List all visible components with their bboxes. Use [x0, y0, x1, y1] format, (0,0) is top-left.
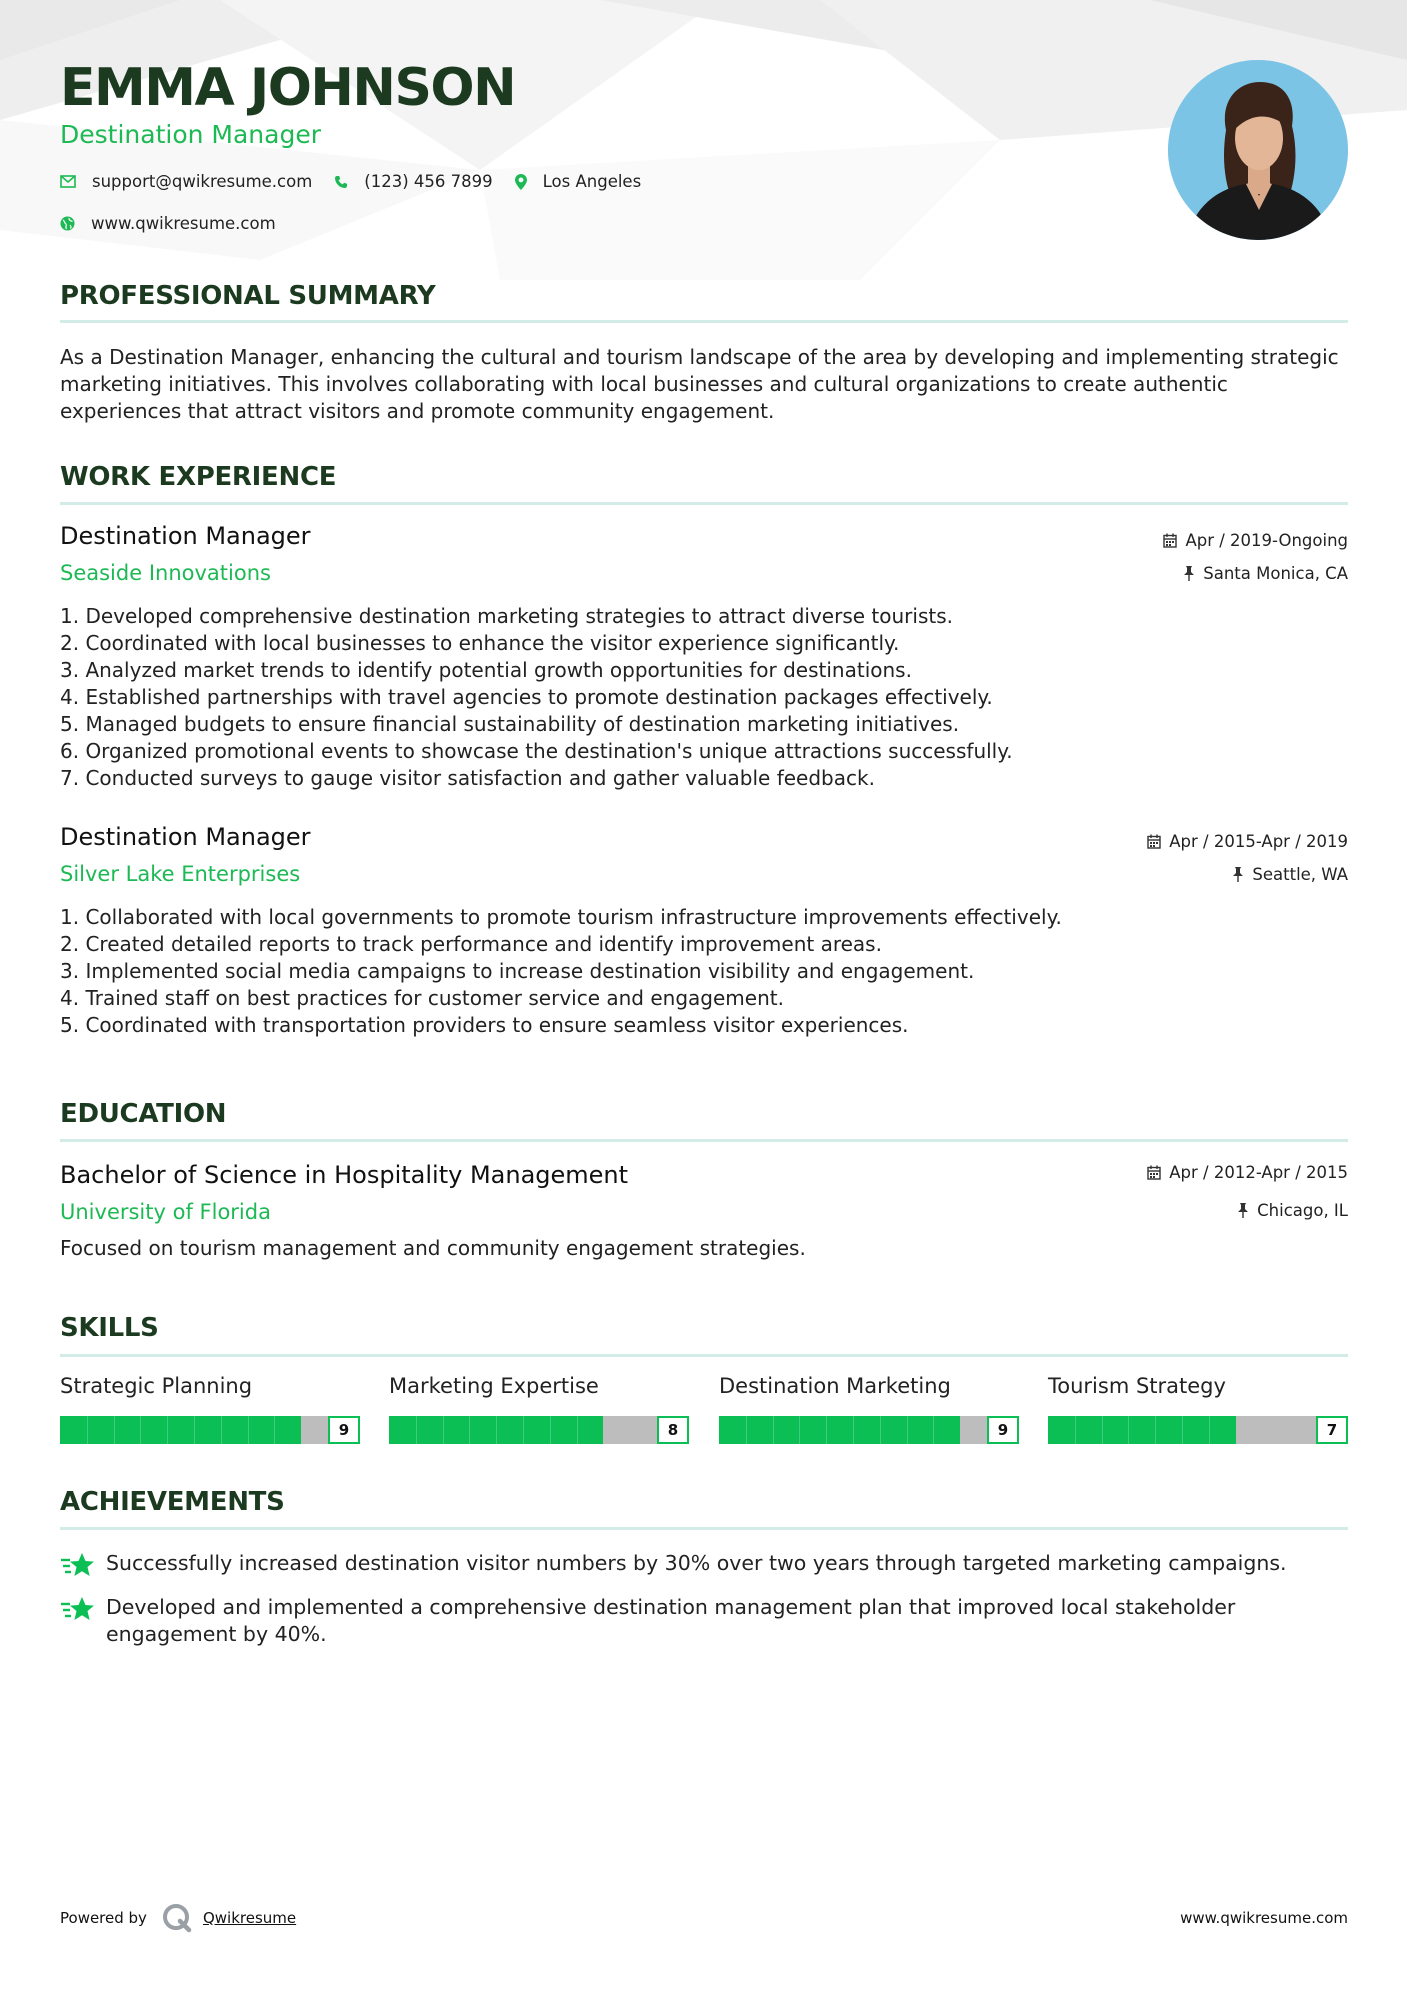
job-1-bullet-1: 1. Developed comprehensive destination marketing strategies to attract diverse tourists.: [60, 604, 953, 628]
skill-bar-segment: [1102, 1416, 1103, 1444]
achievement-2: [60, 1594, 1348, 1648]
star-icon: [60, 1552, 96, 1578]
skill-bar-segment: [221, 1416, 222, 1444]
skill-1-level: 9: [328, 1416, 360, 1444]
skills-heading: SKILLS: [60, 1313, 159, 1343]
skill-4-bar-fill: [1048, 1416, 1236, 1444]
summary-rule: [60, 320, 1348, 323]
website-text[interactable]: www.qwikresume.com: [91, 214, 276, 233]
job-2-location: [1232, 865, 1348, 884]
skill-2-level: 8: [657, 1416, 689, 1444]
skill-3-bar-fill: [719, 1416, 960, 1444]
job-1-bullet-7: 7. Conducted surveys to gauge visitor satisfaction and gather valuable feedback.: [60, 766, 875, 790]
job-2-company: Silver Lake Enterprises: [60, 862, 301, 886]
skill-4-label: Tourism Strategy: [1048, 1374, 1226, 1398]
phone-icon: [334, 175, 348, 189]
powered-by-text: Powered by: [60, 1909, 147, 1927]
skill-3-level: 9: [987, 1416, 1019, 1444]
profile-photo: [1168, 60, 1348, 240]
job-1-bullet-2: 2. Coordinated with local businesses to enhance the visitor experience significantly.: [60, 631, 900, 655]
skill-1-bar: [60, 1416, 360, 1444]
skill-1-bar-fill: [60, 1416, 301, 1444]
contact-row-2: [60, 214, 298, 233]
job-1-bullet-6: 6. Organized promotional events to showcase the destination's unique attractions successfully.: [60, 739, 1013, 763]
summary-heading: PROFESSIONAL SUMMARY: [60, 281, 436, 311]
contact-email: [60, 172, 312, 191]
contact-row-1: [60, 172, 663, 191]
skill-2-label: Marketing Expertise: [389, 1374, 599, 1398]
contact-location: [515, 172, 642, 191]
email-text[interactable]: support@qwikresume.com: [92, 172, 313, 191]
candidate-title: Destination Manager: [60, 120, 321, 149]
skill-4: [1048, 1374, 1348, 1444]
profile-photo-image: [1168, 60, 1348, 240]
skill-bar-segment: [496, 1416, 497, 1444]
skill-bar-segment: [469, 1416, 470, 1444]
education-location: [1237, 1201, 1348, 1220]
globe-icon: [60, 216, 75, 231]
candidate-name: EMMA JOHNSON: [60, 58, 516, 118]
skill-bar-segment: [1155, 1416, 1156, 1444]
job-2-location-text: Seattle, WA: [1252, 865, 1348, 884]
map-pin-icon: [515, 174, 527, 190]
job-1-bullets: [60, 603, 1348, 792]
skill-bar-segment: [1182, 1416, 1183, 1444]
footer: [60, 1900, 1348, 1936]
resume-page: [60, 0, 1348, 1990]
footer-powered: [60, 1900, 296, 1936]
education-dates-text: Apr / 2012-Apr / 2015: [1169, 1163, 1348, 1182]
skill-2-bar: [389, 1416, 689, 1444]
education-location-text: Chicago, IL: [1257, 1201, 1348, 1220]
skill-bar-segment: [773, 1416, 774, 1444]
skill-bar-segment: [826, 1416, 827, 1444]
skill-3-bar: [719, 1416, 1019, 1444]
calendar-icon: [1147, 834, 1161, 849]
job-2-dates: [1147, 832, 1348, 851]
education-heading: EDUCATION: [60, 1099, 227, 1129]
calendar-icon: [1163, 533, 1177, 548]
skills-rule: [60, 1354, 1348, 1357]
skill-bar-segment: [114, 1416, 115, 1444]
job-2-bullet-3: 3. Implemented social media campaigns to increase destination visibility and engagement.: [60, 959, 975, 983]
contact-website: [60, 214, 276, 233]
location-text: Los Angeles: [542, 172, 642, 191]
pushpin-icon: [1232, 867, 1244, 882]
achievements-heading: ACHIEVEMENTS: [60, 1487, 285, 1517]
skill-bar-segment: [1209, 1416, 1210, 1444]
qwikresume-logo-icon: [161, 1902, 193, 1934]
skill-bar-segment: [416, 1416, 417, 1444]
job-2-bullet-4: 4. Trained staff on best practices for customer service and engagement.: [60, 986, 784, 1010]
skill-bar-segment: [194, 1416, 195, 1444]
contact-phone: [334, 172, 492, 191]
job-2-bullet-1: 1. Collaborated with local governments to promote tourism infrastructure improvements effectively.: [60, 905, 1062, 929]
skill-bar-segment: [523, 1416, 524, 1444]
skill-bar-segment: [550, 1416, 551, 1444]
experience-heading: WORK EXPERIENCE: [60, 462, 337, 492]
job-1-dates: [1163, 531, 1348, 550]
achievements-rule: [60, 1527, 1348, 1530]
skill-bar-segment: [274, 1416, 275, 1444]
calendar-icon: [1147, 1165, 1161, 1180]
job-2-bullet-2: 2. Created detailed reports to track performance and identify improvement areas.: [60, 932, 882, 956]
skill-bar-segment: [853, 1416, 854, 1444]
achievement-2-text: Developed and implemented a comprehensive destination management plan that improved local stakeholder engagement by 40%.: [106, 1595, 1236, 1646]
achievement-1: [60, 1550, 1348, 1578]
job-1-dates-text: Apr / 2019-Ongoing: [1185, 531, 1348, 550]
skill-bar-segment: [87, 1416, 88, 1444]
experience-rule: [60, 502, 1348, 505]
skill-bar-segment: [1128, 1416, 1129, 1444]
skill-bar-segment: [933, 1416, 934, 1444]
skill-bar-segment: [746, 1416, 747, 1444]
job-1-bullet-4: 4. Established partnerships with travel agencies to promote destination packages effectively.: [60, 685, 993, 709]
phone-text: (123) 456 7899: [364, 172, 493, 191]
job-1-bullet-3: 3. Analyzed market trends to identify potential growth opportunities for destinations.: [60, 658, 912, 682]
achievement-1-text: Successfully increased destination visitor numbers by 30% over two years through targeted marketing campaigns.: [106, 1551, 1287, 1575]
job-1-company: Seaside Innovations: [60, 561, 271, 585]
skill-bar-segment: [248, 1416, 249, 1444]
job-1-title: Destination Manager: [60, 522, 311, 550]
skill-bar-segment: [577, 1416, 578, 1444]
skill-1: [60, 1374, 360, 1444]
summary-text: As a Destination Manager, enhancing the cultural and tourism landscape of the area by developing and implementing strategic marketing initiatives. This involves collaborating with local businesses and cultural organizations to create authentic experiences that attract visitors and promote community engagement.: [60, 345, 1339, 423]
pushpin-icon: [1237, 1203, 1249, 1218]
skill-bar-segment: [799, 1416, 800, 1444]
skill-bar-segment: [907, 1416, 908, 1444]
job-1-bullet-5: 5. Managed budgets to ensure financial sustainability of destination marketing initiatives.: [60, 712, 960, 736]
skill-4-bar: [1048, 1416, 1348, 1444]
skill-2: [389, 1374, 689, 1444]
job-1-location-text: Santa Monica, CA: [1203, 564, 1348, 583]
job-2-bullets: [60, 904, 1348, 1039]
skill-bar-segment: [443, 1416, 444, 1444]
pushpin-icon: [1183, 566, 1195, 581]
skill-bar-segment: [140, 1416, 141, 1444]
education-description: Focused on tourism management and community engagement strategies.: [60, 1236, 806, 1260]
skill-bar-segment: [1075, 1416, 1076, 1444]
job-2-dates-text: Apr / 2015-Apr / 2019: [1169, 832, 1348, 851]
education-dates: [1147, 1163, 1348, 1182]
envelope-icon: [60, 175, 76, 188]
job-2-bullet-5: 5. Coordinated with transportation providers to ensure seamless visitor experiences.: [60, 1013, 909, 1037]
qwikresume-link[interactable]: Qwikresume: [202, 1909, 297, 1927]
skill-bar-segment: [167, 1416, 168, 1444]
skill-4-level: 7: [1316, 1416, 1348, 1444]
education-rule: [60, 1139, 1348, 1142]
star-icon: [60, 1596, 96, 1622]
education-degree: Bachelor of Science in Hospitality Management: [60, 1161, 629, 1189]
education-school: University of Florida: [60, 1200, 271, 1224]
job-1-location: [1183, 564, 1348, 583]
job-2-title: Destination Manager: [60, 823, 311, 851]
skill-3-label: Destination Marketing: [719, 1374, 951, 1398]
skill-1-label: Strategic Planning: [60, 1374, 253, 1398]
skill-bar-segment: [880, 1416, 881, 1444]
footer-website[interactable]: www.qwikresume.com: [1180, 1909, 1348, 1927]
skill-3: [719, 1374, 1019, 1444]
